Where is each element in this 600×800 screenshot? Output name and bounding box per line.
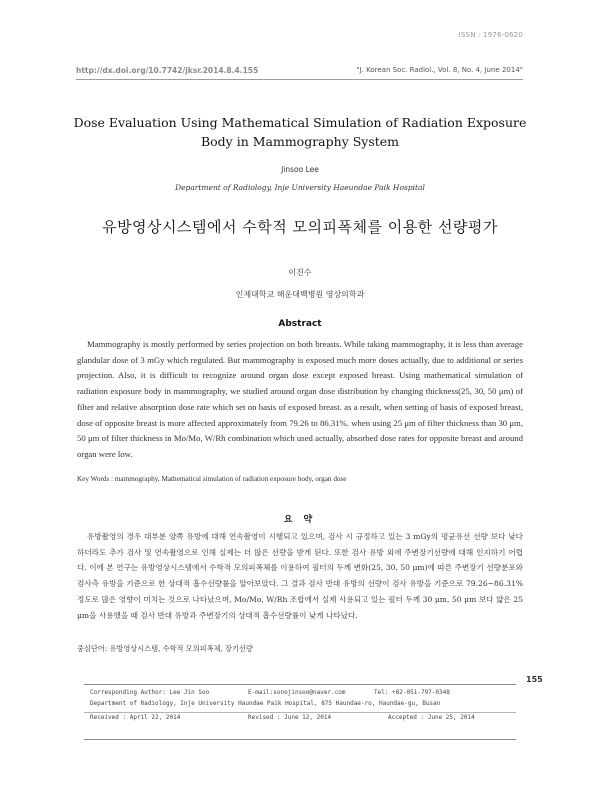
- accepted-date: Accepted : June 25, 2014: [388, 714, 475, 721]
- paper-title-korean: 유방영상시스템에서 수학적 모의피폭체를 이용한 선량평가: [102, 218, 498, 236]
- correspondence-footer: [84, 684, 516, 740]
- author-address: Department of Radiology, Inje University Haundae Paik Hospital, 875 Haundae-ro, Haundae-gu, Busan: [90, 700, 441, 707]
- author-name-korean: 이진수: [288, 268, 312, 277]
- footer-line-contact: [90, 689, 516, 699]
- doi-link[interactable]: http://dx.doi.org/10.7742/jksr.2014.8.4.155: [76, 66, 259, 75]
- footer-line-dates: [90, 714, 516, 724]
- summary-body-korean: 유방촬영의 경우 대부분 양쪽 유방에 대해 연속촬영이 시행되고 있으며, 검사 시 규정하고 있는 3 mGy의 평균유선 선량 보다 낮다 하더라도 추가 검사 및 연속촬영으로 인해 실제는 더 많은 선량을 받게 된다. 또한 검사 유방 외에 주변장기선량에 대해 인지하기 어렵다. 이에 본 연구는 유방영상시스템에서 수학적 모의피폭체를 이용하여 필터의 두께 변화(25, 30, 50 μm)에 따른 주변장기 선량분포와 검사측 유방을 기준으로 한 상대적 흡수선량률을 알아보았다. 그 결과 검사 반대 유방의 선량이 검사 유방을 기준으로 79.26~86.31%정도로 많은 영향이 미치는 것으로 나타났으며, Mo/Mo, W/Rh 조합에서 실제 사용되고 있는 필터 두께 30 μm, 50 μm 보다 얇은 25 μm을 사용했을 때 검사 반대 유방과 주변장기의 상대적 흡수선량률이 낮게 나타났다.: [77, 532, 523, 620]
- received-date: Received : April 22, 2014: [90, 714, 181, 721]
- revised-date: Revised : June 12, 2014: [248, 714, 332, 721]
- footer-line-address: [90, 700, 516, 710]
- summary-heading-korean: 요 약: [283, 515, 317, 525]
- abstract-heading: Abstract: [278, 319, 322, 329]
- affiliation-korean: 인제대학교 해운대백병원 영상의학과: [235, 290, 365, 299]
- author-phone: Tel: +82-051-797-0348: [374, 689, 450, 696]
- journal-reference: "J. Korean Soc. Radiol., Vol. 8, No. 4, June 2014": [356, 66, 523, 74]
- keywords-english: Key Words : mammography, Mathematical simulation of radiation exposure body, organ dose: [77, 475, 347, 483]
- footer-divider: [84, 712, 516, 713]
- issn-label: ISSN : 1976-0620: [458, 31, 523, 39]
- author-email[interactable]: E-mail:sonojinsoo@naver.com: [248, 689, 346, 696]
- keywords-korean: 중심단어: 유방영상시스템, 수학적 모의피폭체, 장기선량: [77, 644, 253, 653]
- abstract-body: Mammography is mostly performed by series projection on both breasts. While taking mammography, it is less than average glandular dose of 3 mGy which regulated. But mammography is exposed much more doses actually, due to additional or series projection. Also, it is difficult to recognize around organ dose except exposed breast. Using mathematical simulation of radiation exposure body in mammography, we studied around organ dose distribution by changing thickness(25, 30, 50 μm) of filter and relative absorption dose rate which set on basis of exposed breast. as a result, when setting of basis of exposed breast, dose of opposite breast is more affected approximately from 79.26 to 86.31%. when using 25 μm of filter thickness than 30 μm, 50 μm of filter thickness in Mo/Mo, W/Rh combination which used actually, absorbed dose rates for opposite breast and around organ were low.: [77, 339, 523, 459]
- header-divider: [76, 79, 523, 80]
- page-number: 155: [526, 675, 543, 684]
- corresponding-author: Corresponding Author: Lee Jin Soo: [90, 689, 210, 696]
- paper-title-english: Dose Evaluation Using Mathematical Simulation of Radiation Exposure Body in Mammography System: [73, 115, 527, 149]
- running-header: [76, 66, 523, 78]
- affiliation-english: Department of Radiology, Inje University Haeundae Paik Hospital: [175, 183, 425, 192]
- author-name-english: Jinsoo Lee: [281, 165, 319, 174]
